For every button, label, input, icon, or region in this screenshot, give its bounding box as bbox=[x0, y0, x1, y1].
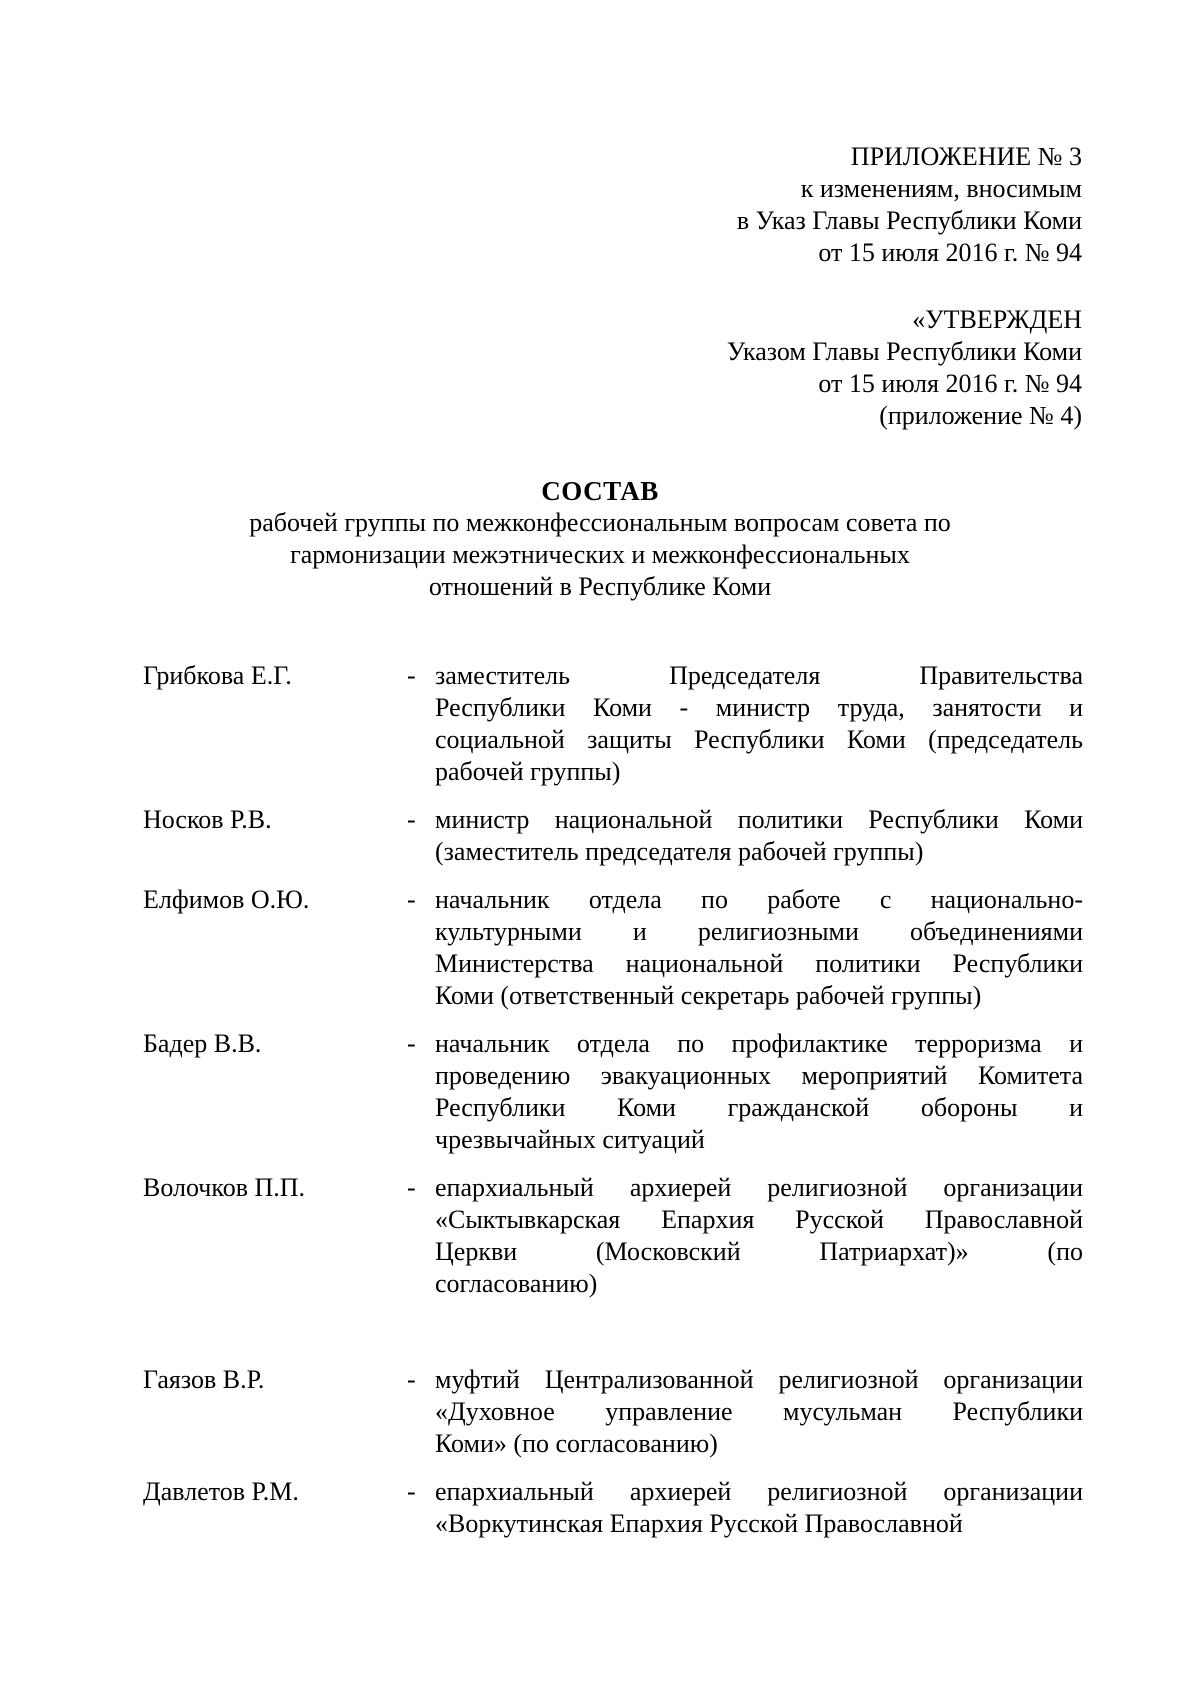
appendix-date: от 15 июля 2016 г. № 94 bbox=[818, 238, 1082, 267]
member-position-line: Церкви (Московский Патриархат)» (по bbox=[435, 1237, 1083, 1266]
member-position bbox=[435, 1172, 1083, 1300]
member-position-line: Республики Коми гражданской обороны и bbox=[435, 1093, 1083, 1122]
member-position-line: (заместитель председателя рабочей группы) bbox=[435, 837, 924, 866]
member-name: Волочков П.П. bbox=[143, 1173, 306, 1202]
member-dash: - bbox=[407, 805, 416, 834]
member-position-line: культурными и религиозными объединениями bbox=[435, 917, 1083, 946]
member-entry bbox=[143, 1172, 1083, 1300]
appendix-number: ПРИЛОЖЕНИЕ № 3 bbox=[850, 142, 1082, 171]
member-position-line: Республики Коми - министр труда, занятости и bbox=[435, 693, 1083, 722]
document-title: СОСТАВ bbox=[541, 476, 659, 506]
member-dash: - bbox=[407, 885, 416, 914]
member-position-line: проведению эвакуационных мероприятий Комитета bbox=[435, 1061, 1083, 1090]
member-name: Гаязов В.Р. bbox=[143, 1365, 265, 1394]
member-position bbox=[435, 1364, 1083, 1460]
member-name: Елфимов О.Ю. bbox=[143, 885, 310, 914]
appendix-reference: к изменениям, вносимым bbox=[800, 174, 1082, 203]
member-position-line: «Воркутинская Епархия Русской Православной bbox=[435, 1509, 963, 1538]
member-name: Бадер В.В. bbox=[143, 1029, 262, 1058]
member-entry bbox=[143, 660, 1083, 788]
member-position bbox=[435, 1476, 1083, 1540]
member-entry bbox=[143, 1476, 1083, 1540]
member-position-line: епархиальный архиерей религиозной организации bbox=[435, 1477, 1083, 1506]
member-position-line: рабочей группы) bbox=[435, 757, 621, 786]
member-position bbox=[435, 884, 1083, 1012]
approved-date: от 15 июля 2016 г. № 94 bbox=[818, 369, 1082, 398]
member-position bbox=[435, 1028, 1083, 1156]
member-position-line: «Духовное управление мусульман Республики bbox=[435, 1397, 1083, 1426]
document-heading bbox=[0, 475, 1200, 603]
approved-label: «УТВЕРЖДЕН bbox=[912, 305, 1082, 334]
member-position bbox=[435, 660, 1083, 788]
member-position-line: епархиальный архиерей религиозной организации bbox=[435, 1173, 1083, 1202]
member-entry bbox=[143, 1028, 1083, 1156]
document-subtitle-line: отношений в Республике Коми bbox=[428, 572, 772, 601]
document-subtitle-line: рабочей группы по межконфессиональным вопросам совета по bbox=[249, 508, 951, 537]
member-position-line: «Сыктывкарская Епархия Русской Православной bbox=[435, 1205, 1083, 1234]
member-entry bbox=[143, 1364, 1083, 1460]
member-position-line: заместитель Председателя Правительства bbox=[435, 661, 1083, 690]
member-position-line: начальник отдела по работе с национально- bbox=[435, 885, 1083, 914]
members-list bbox=[143, 660, 1083, 1556]
member-entry bbox=[143, 884, 1083, 1012]
member-name: Давлетов Р.М. bbox=[143, 1477, 299, 1506]
member-position-line: социальной защиты Республики Коми (председатель bbox=[435, 725, 1083, 754]
member-dash: - bbox=[407, 1365, 416, 1394]
member-dash: - bbox=[407, 1173, 416, 1202]
member-position-line: согласованию) bbox=[435, 1269, 598, 1298]
member-position-line: чрезвычайных ситуаций bbox=[435, 1125, 705, 1154]
member-dash: - bbox=[407, 1477, 416, 1506]
member-position-line: Министерства национальной политики Республики bbox=[435, 949, 1083, 978]
appendix-decree: в Указ Главы Республики Коми bbox=[736, 206, 1082, 235]
member-entry bbox=[143, 804, 1083, 868]
member-dash: - bbox=[407, 661, 416, 690]
appendix-header bbox=[737, 141, 1082, 269]
member-position-line: Коми» (по согласованию) bbox=[435, 1429, 718, 1458]
member-position-line: начальник отдела по профилактике терроризма и bbox=[435, 1029, 1083, 1058]
approved-annex: (приложение № 4) bbox=[879, 401, 1082, 430]
approval-stamp bbox=[727, 304, 1082, 432]
member-name: Носков Р.В. bbox=[143, 805, 272, 834]
member-dash: - bbox=[407, 1029, 416, 1058]
approved-decree: Указом Главы Республики Коми bbox=[726, 337, 1082, 366]
document-subtitle-line: гармонизации межэтнических и межконфессиональных bbox=[290, 540, 910, 569]
member-position-line: министр национальной политики Республики Коми bbox=[435, 805, 1083, 834]
member-name: Грибкова Е.Г. bbox=[143, 661, 292, 690]
member-position-line: муфтий Централизованной религиозной организации bbox=[435, 1365, 1083, 1394]
member-position-line: Коми (ответственный секретарь рабочей группы) bbox=[435, 981, 982, 1010]
member-position bbox=[435, 804, 1083, 868]
